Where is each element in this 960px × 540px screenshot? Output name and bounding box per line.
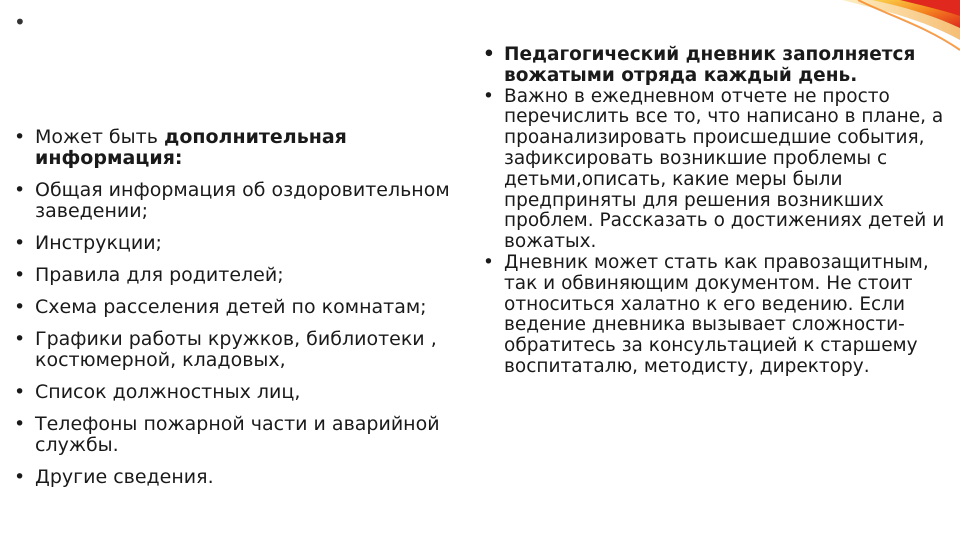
list-item (14, 329, 494, 371)
item-text: Педагогический дневник заполняется вожатыми отряда каждый день. (504, 44, 916, 86)
bullet-icon: • (483, 44, 495, 65)
list-item (14, 297, 494, 318)
bullet-icon: • (483, 85, 494, 107)
item-text: Графики работы кружков, библиотеки , костюмерной, кладовых, (35, 328, 437, 371)
item-text: Список должностных лиц, (35, 381, 301, 403)
list-item (483, 45, 959, 87)
item-text: Важно в ежедневном отчете не просто перечислить все то, что написано в плане, а проанализировать происшедшие события, зафиксировать возникшие проблемы с детьми,описать, какие меры были предприняты для решения возникших проблем. Рассказать о достижениях детей и вожатых. (504, 85, 945, 253)
item-text: Инструкции; (35, 232, 162, 254)
list-item (14, 180, 494, 222)
item-text: Схема расселения детей по комнатам; (35, 296, 427, 318)
item-bold: дополнительная информация: (35, 126, 347, 169)
bullet-icon: • (14, 381, 26, 403)
bullet-icon: • (14, 264, 26, 286)
list-item (483, 253, 959, 378)
item-text: Телефоны пожарной части и аварийной службы. (35, 413, 440, 456)
bullet-icon: • (14, 232, 26, 254)
list-item (14, 233, 494, 254)
item-text: Дневник может стать как правозащитным, так и обвиняющим документом. Не стоит относиться халатно к его ведению. Если ведение дневника вызывает сложности- обратитесь за консультацией к старшему воспитаталю, методисту, директору. (504, 251, 929, 377)
list-item (14, 467, 494, 488)
bullet-icon: • (14, 466, 26, 488)
empty-bullet: • (14, 10, 26, 34)
item-text: Общая информация об оздоровительном заведении; (35, 179, 450, 222)
bullet-icon: • (14, 328, 26, 350)
item-prefix: Может быть (35, 126, 164, 148)
bullet-icon: • (14, 126, 26, 148)
bullet-icon: • (14, 413, 26, 435)
list-item (14, 127, 494, 169)
list-item (483, 87, 959, 253)
list-item (14, 414, 494, 456)
bullet-icon: • (14, 179, 26, 201)
right-bullet-list (483, 45, 959, 378)
item-text: Правила для родителей; (35, 264, 284, 286)
item-text: Другие сведения. (35, 466, 214, 488)
list-item (14, 265, 494, 286)
list-item (14, 382, 494, 403)
bullet-icon: • (483, 251, 494, 273)
left-bullet-list (14, 127, 494, 499)
bullet-icon: • (14, 296, 26, 318)
